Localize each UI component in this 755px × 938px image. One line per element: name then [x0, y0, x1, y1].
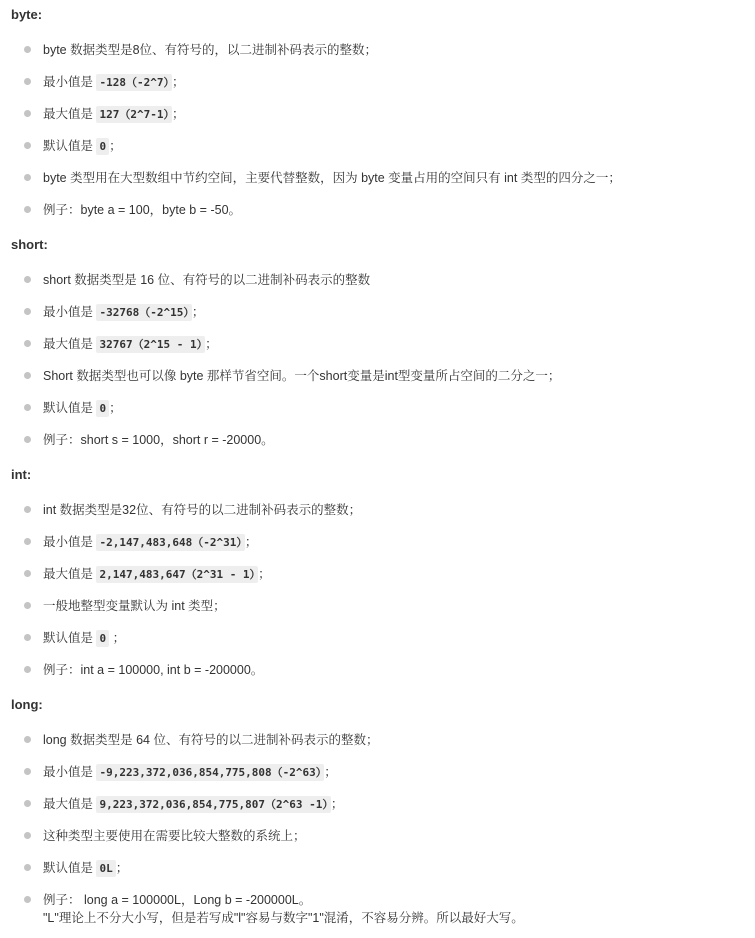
inline-code: 0L: [96, 860, 115, 877]
item-text: 例子： long a = 100000L，Long b = -200000L。: [43, 893, 312, 907]
bullet-icon: [24, 46, 31, 53]
inline-code: 0: [96, 630, 109, 647]
bullet-icon: [24, 206, 31, 213]
section-heading-long: long:: [11, 697, 43, 712]
item-subtext: "L"理论上不分大小写，但是若写成"l"容易与数字"1"混淆，不容易分辨。所以最好大写。: [43, 911, 524, 925]
inline-code: 2,147,483,647（2^31 - 1）: [96, 566, 258, 583]
item-text: 最大值是: [43, 567, 97, 581]
item-text: 默认值是: [43, 861, 97, 875]
item-text: 最大值是: [43, 337, 97, 351]
bullet-icon: [24, 570, 31, 577]
bullet-icon: [24, 404, 31, 411]
bullet-icon: [24, 538, 31, 545]
item-text: Short 数据类型也可以像 byte 那样节省空间。一个short变量是int型变量所占空间的二分之一；: [43, 369, 561, 383]
item-text: int 数据类型是32位、有符号的以二进制补码表示的整数；: [43, 503, 362, 517]
bullet-icon: [24, 864, 31, 871]
item-text: ；: [324, 765, 337, 779]
item-text: 最大值是: [43, 107, 97, 121]
section-heading-short: short:: [11, 237, 48, 252]
item-text: 最小值是: [43, 305, 97, 319]
bullet-icon: [24, 174, 31, 181]
inline-code: -32768（-2^15）: [96, 304, 191, 321]
bullet-icon: [24, 602, 31, 609]
inline-code: 0: [96, 138, 109, 155]
item-text: ；: [171, 107, 185, 121]
item-text: 最小值是: [43, 535, 97, 549]
inline-code: -2,147,483,648（-2^31）: [96, 534, 244, 551]
inline-code: 127（2^7-1）: [96, 106, 171, 123]
bullet-icon: [24, 832, 31, 839]
bullet-icon: [24, 276, 31, 283]
bullet-icon: [24, 506, 31, 513]
item-text: ；: [191, 305, 205, 319]
item-text: 默认值是: [43, 401, 97, 415]
bullet-icon: [24, 768, 31, 775]
item-text: ；: [109, 401, 122, 415]
item-text: ；: [109, 139, 122, 153]
bullet-icon: [24, 142, 31, 149]
bullet-icon: [24, 110, 31, 117]
bullet-icon: [24, 666, 31, 673]
inline-code: -9,223,372,036,854,775,808（-2^63）: [96, 764, 324, 781]
item-text: 例子：short s = 1000，short r = -20000。: [43, 433, 274, 447]
item-text: 最小值是: [43, 765, 97, 779]
item-text: 最大值是: [43, 797, 97, 811]
item-text: 例子：int a = 100000, int b = -200000。: [43, 663, 264, 677]
section-heading-int: int:: [11, 467, 32, 482]
item-text: long 数据类型是 64 位、有符号的以二进制补码表示的整数；: [43, 733, 379, 747]
section-heading-byte: byte:: [11, 7, 43, 22]
item-text: ；: [115, 861, 129, 875]
bullet-icon: [24, 78, 31, 85]
item-text: 例子：byte a = 100，byte b = -50。: [43, 203, 242, 217]
item-text: 最小值是: [43, 75, 97, 89]
item-text: 默认值是: [43, 631, 97, 645]
bullet-icon: [24, 736, 31, 743]
bullet-icon: [24, 308, 31, 315]
inline-code: -128（-2^7）: [96, 74, 171, 91]
item-text: ；: [258, 567, 271, 581]
item-text: byte 数据类型是8位、有符号的，以二进制补码表示的整数；: [43, 43, 378, 57]
bullet-icon: [24, 634, 31, 641]
inline-code: 0: [96, 400, 109, 417]
item-text: ；: [205, 337, 218, 351]
item-text: short 数据类型是 16 位、有符号的以二进制补码表示的整数: [43, 273, 371, 287]
bullet-icon: [24, 340, 31, 347]
item-text: ；: [244, 535, 258, 549]
inline-code: 9,223,372,036,854,775,807（2^63 -1）: [96, 796, 330, 813]
item-text: ；: [171, 75, 185, 89]
bullet-icon: [24, 800, 31, 807]
item-text: 默认值是: [43, 139, 97, 153]
item-text: ；: [330, 797, 344, 811]
item-text: 一般地整型变量默认为 int 类型；: [43, 599, 226, 613]
item-text: 这种类型主要使用在需要比较大整数的系统上；: [43, 829, 306, 843]
bullet-icon: [24, 436, 31, 443]
item-text: ；: [109, 631, 126, 645]
bullet-icon: [24, 896, 31, 903]
item-text: byte 类型用在大型数组中节约空间，主要代替整数，因为 byte 变量占用的空间只有 int 类型的四分之一；: [43, 171, 621, 185]
inline-code: 32767（2^15 - 1）: [96, 336, 205, 353]
bullet-icon: [24, 372, 31, 379]
